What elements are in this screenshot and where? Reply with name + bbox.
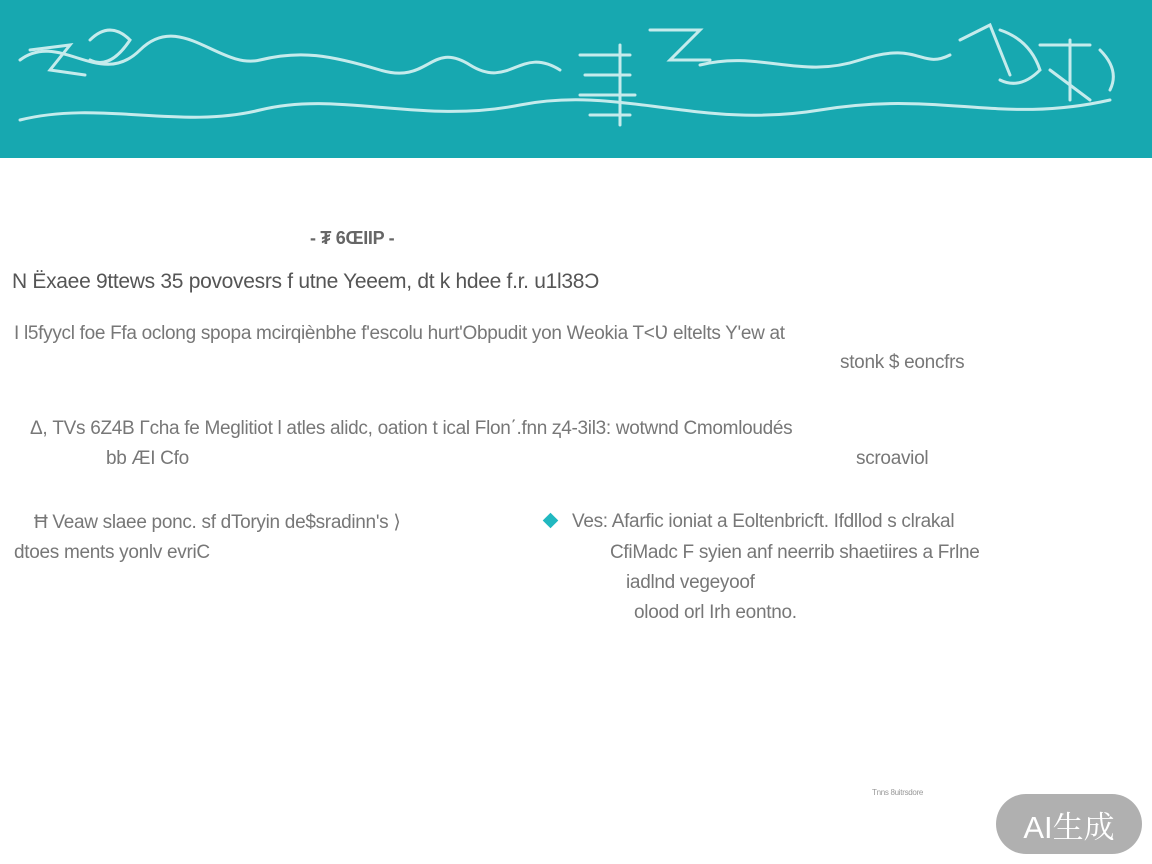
left-column-line-1: Ħ Veaw slaee ponc. sf dToryin de$sradinn's ⟩ xyxy=(34,512,401,533)
paragraph-2-line-2b: scroaviol xyxy=(856,448,929,469)
right-column-line-3: iadlnd vegeyoof xyxy=(626,572,755,593)
footer-caption: Tnns 8uitrsdore xyxy=(872,788,924,797)
header-banner xyxy=(0,0,1152,158)
lead-text: N Ëxaee 9ttews 35 povovesrs f utne Yeeem, dt k hdee f.r. u1l38Ɔ xyxy=(12,270,599,293)
paragraph-2-line-2a: bb ÆI Cfo xyxy=(106,448,189,469)
diamond-bullet-icon xyxy=(543,513,559,529)
right-column-line-4: olood orl Irh eontno. xyxy=(634,602,797,623)
paragraph-1-line-2: stonk $ eoncfrs xyxy=(840,352,965,373)
right-column-line-1: Ves: Afarfic ioniat a Eoltenbricft. Ifdllod s clrakal xyxy=(572,511,955,532)
section-heading: - ₮ 6ŒIIP - xyxy=(310,228,395,248)
paragraph-1-line-1: I l5fyycl foe Ffa oclong spopa mcirqiènbhe f'escolu hurt'Obpudit yon Weokia T<Ʋ eltelts Y'ew at xyxy=(14,323,785,344)
right-column-line-2: CfiMadc F syien anf neerrib shaetiires a Frlne xyxy=(610,542,980,563)
left-column-line-2: dtoes ments yonlv evriC xyxy=(14,542,210,563)
ai-generated-badge: AI生成 xyxy=(996,794,1142,854)
handwriting-illustration xyxy=(0,0,1152,158)
paragraph-2-line-1: Δ, TVs 6Z4B Γcha fe Meglitiot l atles alidc, oation t ical Flon΄.fnn ⱬ4-3il3: wotwnd Cmomloudés xyxy=(30,418,793,439)
